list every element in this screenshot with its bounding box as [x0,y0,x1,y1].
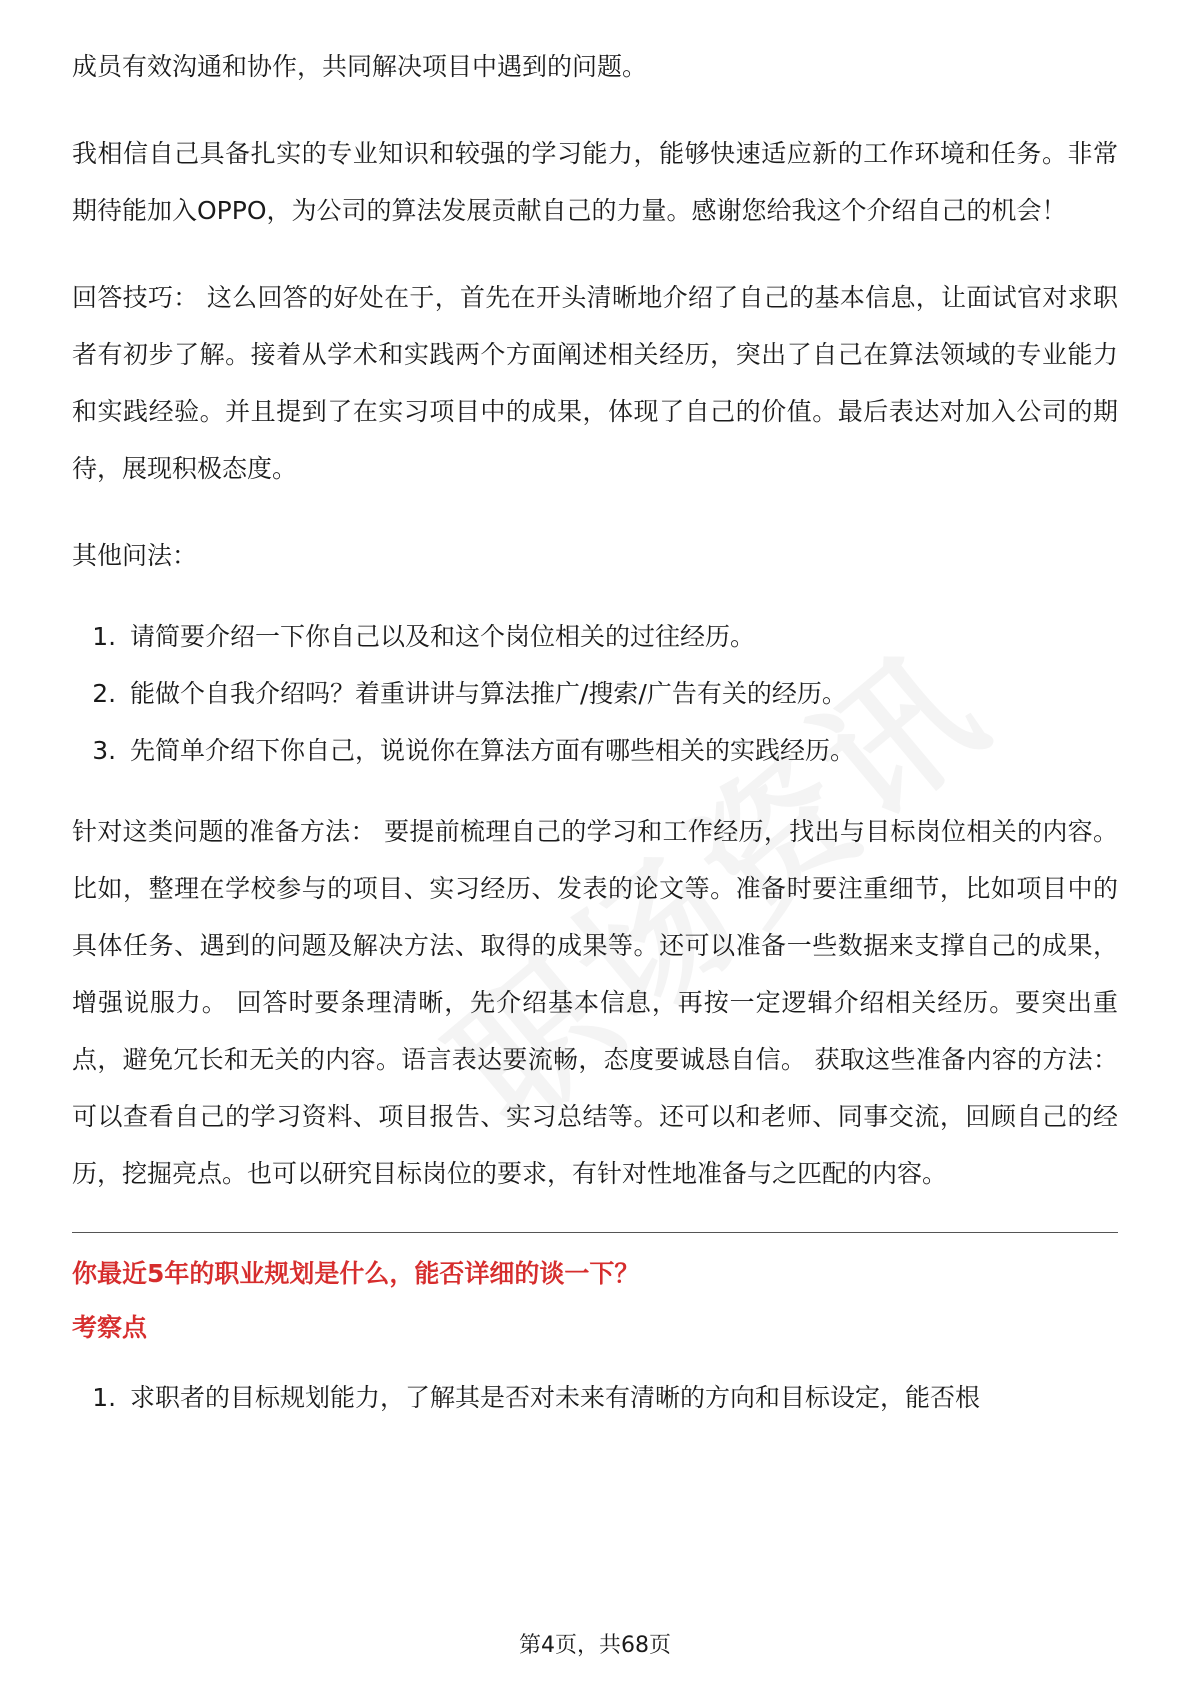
paragraph-other-questions-label: 其他问法： [72,541,198,570]
page-footer: 第4页，共68页 [519,1633,671,1658]
paragraph-continuation: 成员有效沟通和协作，共同解决项目中遇到的问题。 [72,52,648,81]
paragraph-answer-tips: 回答技巧： 这么回答的好处在于，首先在开头清晰地介绍了自己的基本信息，让面试官对求职者有初步了解。接着从学术和实践两个方面阐述相关经历，突出了自己在算法领域的专业能力和实践经验。并且提到了在实习项目中的成果，体现了自己的价值。最后表达对加入公司的期待，展现积极态度。 [72,283,1118,483]
assessment-points-list [72,1369,1118,1426]
list-item: 3. 先简单介绍下你自己，说说你在算法方面有哪些相关的实践经历。 [124,722,1118,779]
list-item: 1. 请简要介绍一下你自己以及和这个岗位相关的过往经历。 [124,608,1118,665]
list-item: 2. 能做个自我介绍吗？着重讲讲与算法推广/搜索/广告有关的经历。 [124,665,1118,722]
paragraph-preparation-method: 针对这类问题的准备方法： 要提前梳理自己的学习和工作经历，找出与目标岗位相关的内容。比如，整理在学校参与的项目、实习经历、发表的论文等。准备时要注重细节，比如项目中的具体任务、遇到的问题及解决方法、取得的成果等。还可以准备一些数据来支撑自己的成果，增强说服力。 回答时要条理清晰，先介绍基本信息，再按一定逻辑介绍相关经历。要突出重点，避免冗长和无关的内容。语言表达要流畅，态度要诚恳自信。 获取这些准备内容的方法：可以查看自己的学习资料、项目报告、实习总结等。还可以和老师、同事交流，回顾自己的经历，挖掘亮点。也可以研究目标岗位的要求，有针对性地准备与之匹配的内容。 [72,817,1118,1188]
other-questions-list [72,608,1118,779]
question-title: 你最近5年的职业规划是什么，能否详细的谈一下？ [72,1259,640,1288]
question-subtitle: 考察点 [72,1313,148,1342]
section-divider [72,1232,1118,1233]
document-page [72,38,1118,1426]
paragraph-closing: 我相信自己具备扎实的专业知识和较强的学习能力，能够快速适应新的工作环境和任务。非常期待能加入OPPO，为公司的算法发展贡献自己的力量。感谢您给我这个介绍自己的机会！ [72,139,1118,225]
list-item: 1. 求职者的目标规划能力，了解其是否对未来有清晰的方向和目标设定，能否根 [124,1369,1118,1426]
